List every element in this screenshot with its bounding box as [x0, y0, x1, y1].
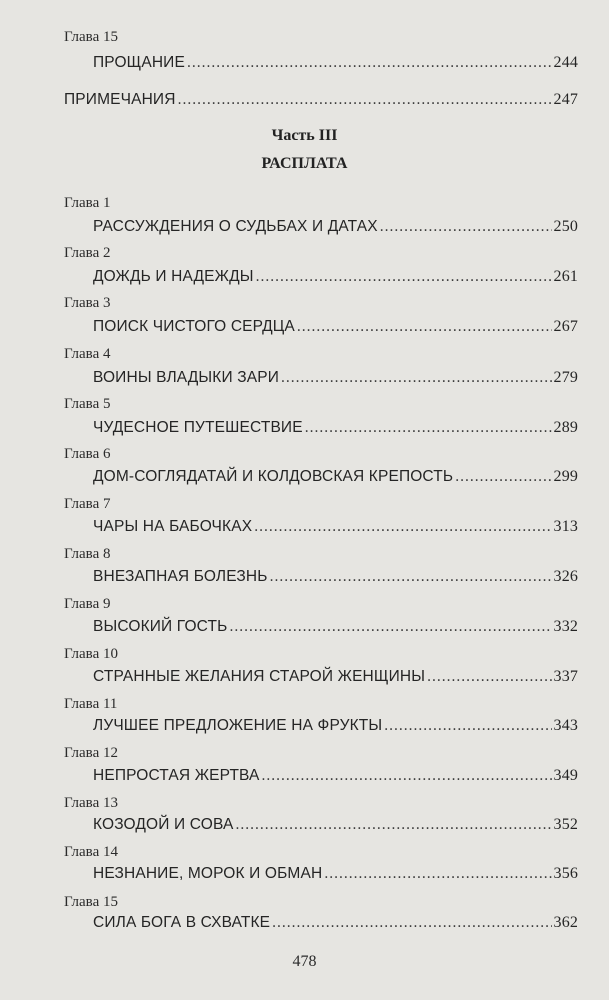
toc-entry-page: 352: [553, 816, 578, 833]
toc-entry-page: 250: [553, 218, 578, 235]
toc-entry-title: ПРОЩАНИЕ: [93, 54, 185, 71]
toc-entry-title: НЕЗНАНИЕ, МОРОК И ОБМАН: [93, 865, 323, 882]
toc-entry: [93, 517, 578, 537]
toc-entry: [93, 418, 578, 438]
toc-entry-page: 332: [553, 618, 578, 635]
chapter-label: Глава 1: [64, 195, 111, 211]
toc-entry-title: ДОЖДЬ И НАДЕЖДЫ: [93, 268, 254, 285]
toc-entry: [93, 864, 578, 884]
dot-leader: [178, 90, 552, 110]
toc-entry-title: ПОИСК ЧИСТОГО СЕРДЦА: [93, 318, 295, 335]
dot-leader: [187, 53, 552, 73]
part-label: Часть III: [271, 127, 338, 144]
chapter-label: Глава 6: [64, 446, 111, 462]
chapter-label: Глава 11: [64, 696, 118, 712]
chapter-label: Глава 9: [64, 596, 111, 612]
toc-entry-title: КОЗОДОЙ И СОВА: [93, 816, 234, 833]
dot-leader: [384, 716, 551, 736]
chapter-label: Глава 7: [64, 496, 111, 512]
toc-entry: [93, 667, 578, 687]
chapter-label: Глава 3: [64, 295, 111, 311]
toc-entry: [93, 815, 578, 835]
toc-entry-page: 247: [553, 91, 578, 108]
toc-entry-page: 349: [553, 767, 578, 784]
chapter-label: Глава 8: [64, 546, 111, 562]
dot-leader: [281, 368, 552, 388]
toc-entry: [93, 766, 578, 786]
toc-entry-page: 313: [553, 518, 578, 535]
toc-entry: [93, 53, 578, 73]
toc-entry: [93, 716, 578, 736]
dot-leader: [427, 667, 551, 687]
toc-entry: [93, 267, 578, 287]
chapter-label: Глава 15: [64, 894, 118, 910]
toc-entry-title: СИЛА БОГА В СХВАТКЕ: [93, 914, 271, 931]
toc-entry-page: 299: [553, 468, 578, 485]
toc-entry: [93, 368, 578, 388]
toc-entry-title: НЕПРОСТАЯ ЖЕРТВА: [93, 767, 260, 784]
dot-leader: [380, 217, 552, 237]
toc-entry-page: 279: [553, 369, 578, 386]
dot-leader: [272, 913, 551, 933]
chapter-label: Глава 4: [64, 346, 111, 362]
page-number: 478: [292, 953, 317, 970]
toc-entry-page: 343: [553, 717, 578, 734]
toc-entry-notes: [64, 90, 578, 110]
toc-entry-page: 356: [553, 865, 578, 882]
chapter-label: Глава 5: [64, 396, 111, 412]
toc-entry-title: ВНЕЗАПНАЯ БОЛЕЗНЬ: [93, 568, 268, 585]
chapter-label: Глава 2: [64, 245, 111, 261]
dot-leader: [455, 467, 551, 487]
dot-leader: [235, 815, 551, 835]
toc-entry-page: 261: [553, 268, 578, 285]
dot-leader: [305, 418, 552, 438]
toc-entry: [93, 913, 578, 933]
chapter-label: Глава 15: [64, 29, 118, 45]
chapter-label: Глава 10: [64, 646, 118, 662]
toc-entry: [93, 467, 578, 487]
dot-leader: [254, 517, 551, 537]
dot-leader: [256, 267, 552, 287]
chapter-label: Глава 12: [64, 745, 118, 761]
dot-leader: [324, 864, 551, 884]
dot-leader: [270, 567, 552, 587]
toc-entry-title: ВЫСОКИЙ ГОСТЬ: [93, 618, 228, 635]
toc-entry: [93, 567, 578, 587]
dot-leader: [262, 766, 552, 786]
toc-entry-page: 362: [553, 914, 578, 931]
chapter-label: Глава 14: [64, 844, 118, 860]
toc-entry-page: 289: [553, 419, 578, 436]
toc-entry-page: 326: [553, 568, 578, 585]
toc-entry: [93, 317, 578, 337]
dot-leader: [229, 617, 551, 637]
toc-entry-title: ЧУДЕСНОЕ ПУТЕШЕСТВИЕ: [93, 419, 303, 436]
chapter-label: Глава 13: [64, 795, 118, 811]
toc-entry-title: СТРАННЫЕ ЖЕЛАНИЯ СТАРОЙ ЖЕНЩИНЫ: [93, 668, 426, 685]
toc-entry-page: 337: [553, 668, 578, 685]
toc-entry-title: ВОИНЫ ВЛАДЫКИ ЗАРИ: [93, 369, 280, 386]
dot-leader: [297, 317, 552, 337]
toc-entry: [93, 617, 578, 637]
toc-entry: [93, 217, 578, 237]
toc-entry-page: 244: [553, 54, 578, 71]
part-title: РАСПЛАТА: [261, 155, 348, 172]
toc-entry-title: ЛУЧШЕЕ ПРЕДЛОЖЕНИЕ НА ФРУКТЫ: [93, 717, 383, 734]
toc-entry-title: РАССУЖДЕНИЯ О СУДЬБАХ И ДАТАХ: [93, 218, 378, 235]
toc-entry-title: ПРИМЕЧАНИЯ: [64, 91, 176, 108]
toc-entry-title: ДОМ-СОГЛЯДАТАЙ И КОЛДОВСКАЯ КРЕПОСТЬ: [93, 468, 454, 485]
toc-entry-page: 267: [553, 318, 578, 335]
toc-entry-title: ЧАРЫ НА БАБОЧКАХ: [93, 518, 253, 535]
